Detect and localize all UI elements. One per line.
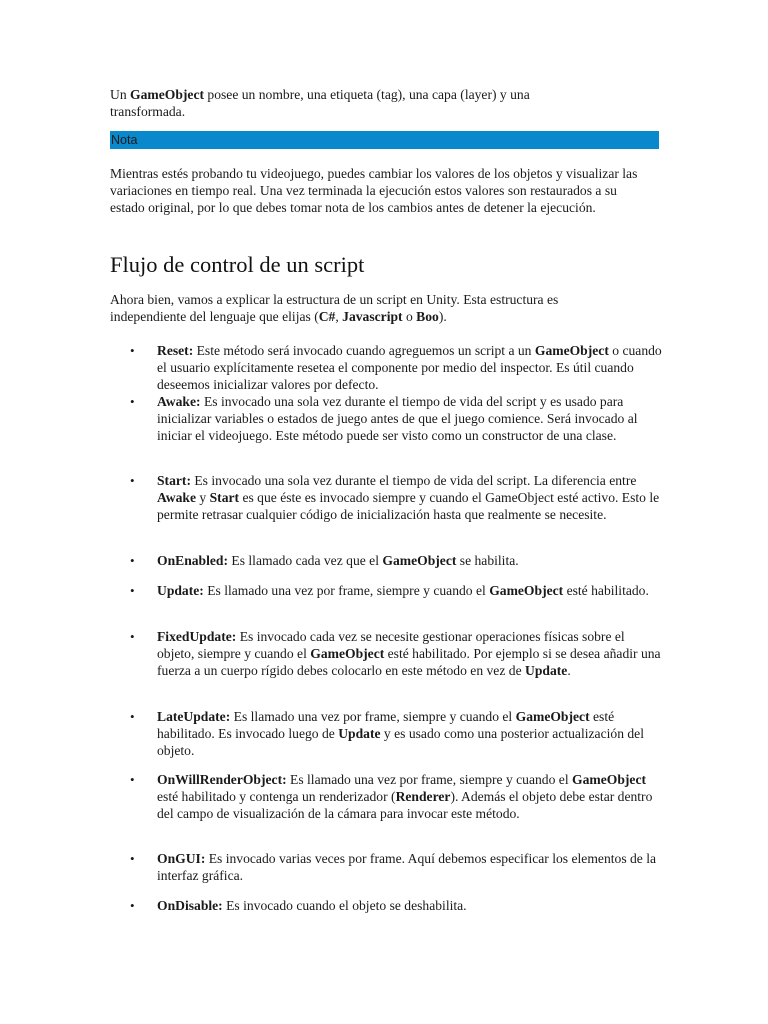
text-run: Este método será invocado cuando agreguemos un script a un bbox=[193, 343, 535, 358]
intro-pre: Un bbox=[110, 87, 131, 102]
bold-term: OnEnabled: bbox=[157, 553, 229, 568]
list-item-text bbox=[157, 771, 662, 823]
list-item-text bbox=[157, 628, 662, 680]
bold-term: OnDisable: bbox=[157, 898, 223, 913]
bold-term: Update bbox=[338, 726, 381, 742]
bold-term: Reset: bbox=[157, 343, 194, 358]
text-run: Ahora bien, vamos a explicar la estructura de un script en Unity. Esta estructura es independiente del lenguaje que elijas ( bbox=[110, 292, 559, 325]
bold-term: Javascript bbox=[342, 309, 403, 325]
text-run: Es llamado una vez por frame, siempre y cuando el bbox=[286, 772, 573, 787]
intro-paragraph bbox=[110, 86, 580, 120]
text-run: esté habilitado y contenga un renderizador ( bbox=[157, 789, 396, 805]
text-run: Es llamado cada vez que el bbox=[228, 553, 383, 568]
text-run: esté habilitado. Es invocado luego de bbox=[157, 709, 615, 742]
lead-paragraph bbox=[110, 291, 630, 325]
list-item-start bbox=[110, 472, 662, 524]
bold-term: GameObject bbox=[489, 583, 564, 598]
text-run: Es invocado cada vez se necesite gestionar operaciones físicas sobre el objeto, siempre y cuando el bbox=[157, 629, 625, 662]
bold-term: OnGUI: bbox=[157, 851, 206, 866]
bullet-icon: • bbox=[130, 394, 135, 409]
bold-term: Boo bbox=[416, 309, 439, 325]
bullet-icon: • bbox=[130, 851, 135, 866]
text-run: ). bbox=[438, 309, 447, 325]
list-item-awake bbox=[110, 393, 662, 445]
bullet-icon: • bbox=[130, 343, 135, 358]
text-run: o cuando el usuario explícitamente resetea el componente por medio del inspector. Es útil cuando deseemos inicializar valores por defecto. bbox=[157, 343, 662, 393]
list-item-text bbox=[157, 897, 662, 914]
text-run: y es usado como una posterior actualización del objeto. bbox=[157, 726, 644, 759]
bold-term: FixedUpdate: bbox=[157, 629, 237, 644]
list-item-lateupdate bbox=[110, 708, 662, 760]
list-item-text bbox=[157, 393, 662, 445]
text-run: ). Además el objeto debe estar dentro del campo de visualización de la cámara para invocar este método. bbox=[157, 789, 653, 822]
list-item-onwillrenderobject bbox=[110, 771, 662, 823]
list-item-fixedupdate bbox=[110, 628, 662, 680]
list-item-text bbox=[157, 342, 662, 394]
list-item-text bbox=[157, 552, 662, 569]
bold-term: Awake bbox=[157, 490, 197, 506]
list-item-ondisable bbox=[110, 897, 662, 914]
intro-post: posee un nombre, una etiqueta (tag), una capa (layer) y una transformada. bbox=[110, 87, 530, 120]
text-run: Es llamado una vez por frame, siempre y cuando el bbox=[203, 583, 490, 598]
bold-term: Update: bbox=[157, 583, 204, 598]
note-paragraph: Mientras estés probando tu videojuego, puedes cambiar los valores de los objetos y visualizar las variaciones en tiempo real. Una vez terminada la ejecución estos valores son restaurados a su estado original, por lo que debes tomar nota de los cambios antes de detener la ejecución. bbox=[110, 166, 638, 216]
bullet-icon: • bbox=[130, 473, 135, 488]
list-item-text bbox=[157, 582, 662, 599]
text-run: Es invocado cuando el objeto se deshabilita. bbox=[222, 898, 467, 913]
bold-term: C# bbox=[318, 309, 336, 325]
text-run: Es invocado una sola vez durante el tiempo de vida del script. La diferencia entre bbox=[190, 473, 637, 488]
bold-term: GameObject bbox=[572, 772, 646, 787]
text-run: Es invocado una sola vez durante el tiempo de vida del script y es usado para inicializar variables o estados de juego antes de que el juego comience. Será invocado al iniciar el videojuego. Este método puede ser visto como un constructor de una clase. bbox=[157, 394, 638, 444]
text-run: esté habilitado. Por ejemplo si se desea añadir una fuerza a un cuerpo rígido debes colocarlo en este método en vez de bbox=[157, 646, 661, 679]
text-run: Es invocado varias veces por frame. Aquí debemos especificar los elementos de la interfaz gráfica. bbox=[157, 851, 657, 884]
list-item-text bbox=[157, 708, 662, 760]
bullet-icon: • bbox=[130, 629, 135, 644]
text-run: , bbox=[335, 309, 343, 325]
intro-bold: GameObject bbox=[130, 87, 204, 102]
text-run: o bbox=[402, 309, 417, 325]
list-item-ongui bbox=[110, 850, 662, 884]
bold-term: Update bbox=[525, 663, 568, 679]
text-run: se habilita. bbox=[456, 553, 519, 568]
bullet-icon: • bbox=[130, 772, 135, 787]
bold-term: LateUpdate: bbox=[157, 709, 231, 724]
bold-term: Start: bbox=[157, 473, 191, 488]
text-run: y bbox=[196, 490, 210, 506]
text-run: Es llamado una vez por frame, siempre y cuando el bbox=[230, 709, 516, 724]
bold-term: OnWillRenderObject: bbox=[157, 772, 287, 787]
bold-term: GameObject bbox=[310, 646, 385, 662]
bold-term: Start bbox=[209, 490, 240, 506]
list-item-reset bbox=[110, 342, 662, 394]
bold-term: GameObject bbox=[534, 343, 609, 358]
bold-term: Renderer bbox=[395, 789, 451, 805]
list-item-update bbox=[110, 582, 662, 599]
bullet-icon: • bbox=[130, 898, 135, 913]
bold-term: GameObject bbox=[515, 709, 590, 724]
list-item-onenabled bbox=[110, 552, 662, 569]
text-run: es que éste es invocado siempre y cuando el GameObject esté activo. Esto le permite retrasar cualquier código de inicialización hasta que realmente se necesite. bbox=[157, 490, 660, 523]
bold-term: GameObject bbox=[382, 553, 457, 568]
bullet-icon: • bbox=[130, 709, 135, 724]
list-item-text bbox=[157, 850, 662, 884]
section-heading: Flujo de control de un script bbox=[110, 252, 365, 277]
note-label: Nota bbox=[111, 133, 138, 147]
text-run: esté habilitado. bbox=[563, 583, 649, 598]
note-label-bar bbox=[110, 131, 659, 149]
text-run: . bbox=[567, 663, 571, 679]
bold-term: Awake: bbox=[157, 394, 201, 409]
bullet-icon: • bbox=[130, 553, 135, 568]
bullet-icon: • bbox=[130, 583, 135, 598]
list-item-text bbox=[157, 472, 662, 524]
